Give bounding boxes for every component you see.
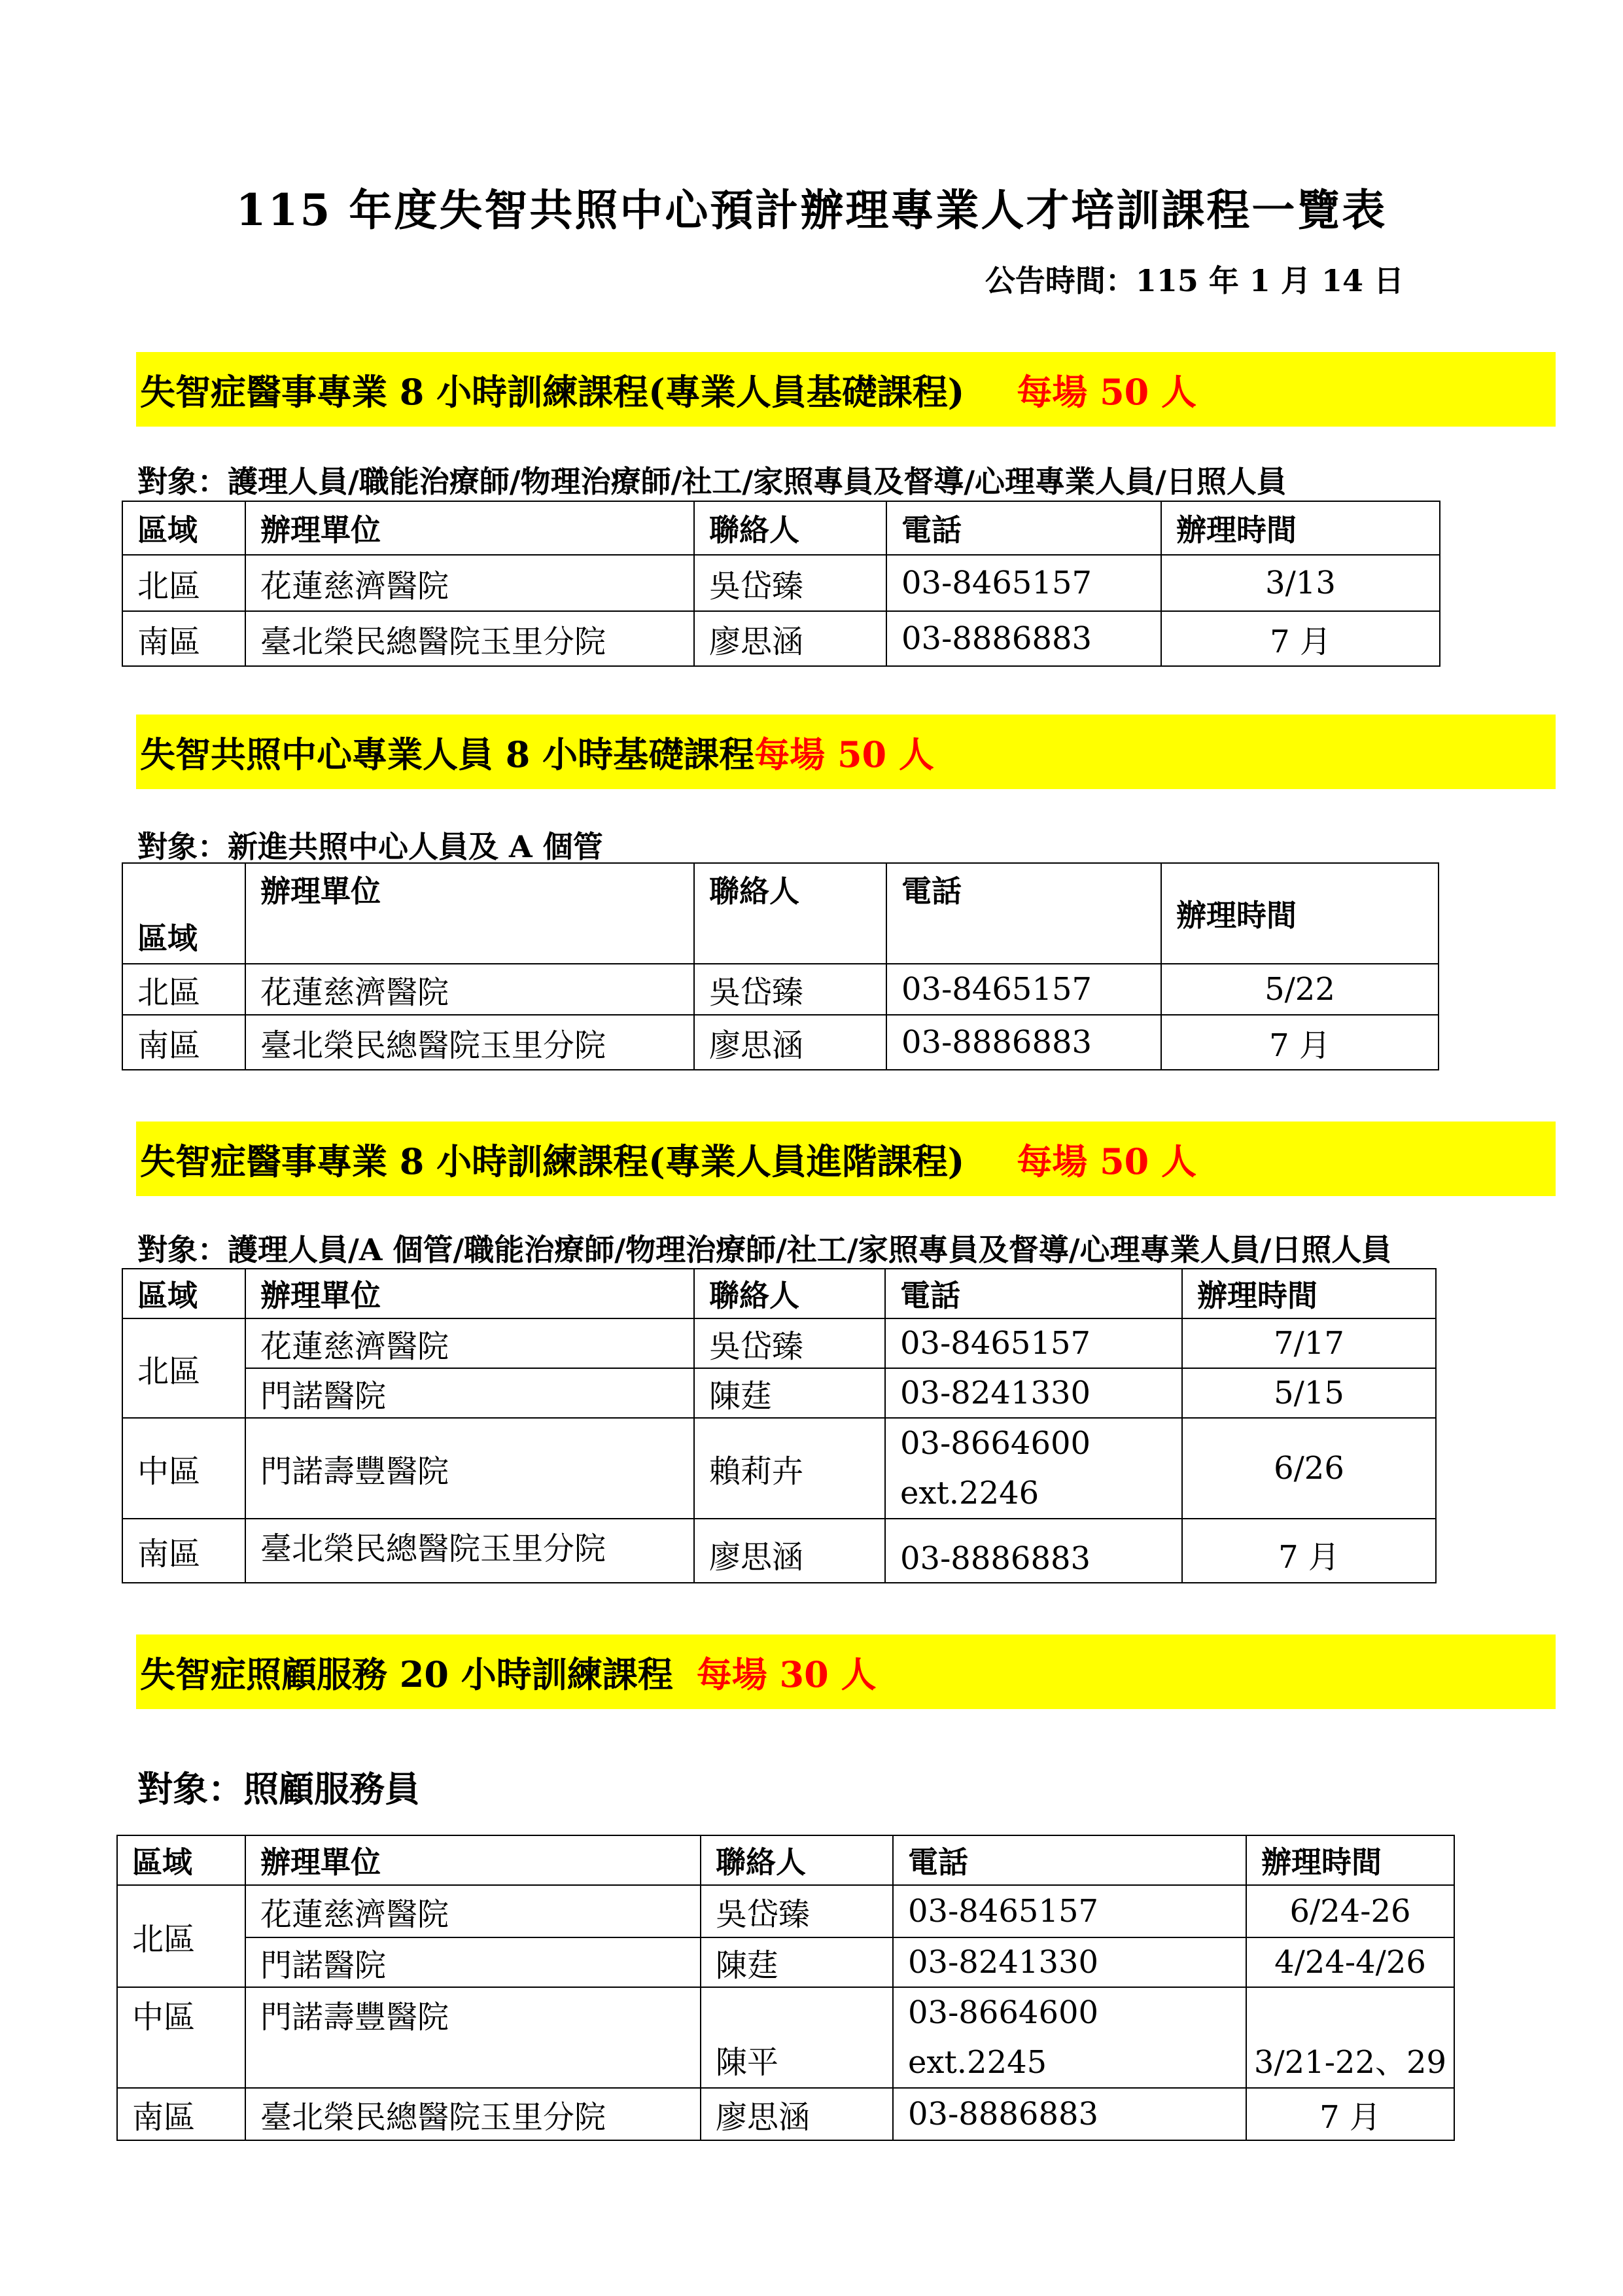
table-row: [122, 1318, 1436, 1368]
section-capacity: 每場 30 人: [696, 1653, 877, 1695]
table-header-row: [122, 1269, 1436, 1318]
header-phone: 電話: [893, 1835, 1246, 1885]
section-3-table: [122, 1268, 1437, 1583]
header-region: 區域: [117, 1835, 245, 1885]
cell-time: 7 月: [1182, 1519, 1436, 1583]
phone-ext: ext.2245: [908, 2044, 1047, 2081]
cell-phone: 03-8241330: [885, 1368, 1182, 1418]
section-capacity: 每場 50 人: [1017, 370, 1197, 413]
cell-region: 南區: [122, 1015, 245, 1070]
header-time: 辦理時間: [1161, 501, 1440, 555]
section-3-banner: [136, 1122, 1556, 1196]
section-4-target: 對象：照顧服務員: [137, 1768, 420, 1810]
section-2-target: 對象：新進共照中心人員及 A 個管: [137, 829, 603, 864]
cell-time: 7 月: [1161, 611, 1440, 666]
table-row: [117, 1885, 1454, 1937]
table-row: [122, 964, 1439, 1015]
cell-time: 6/24-26: [1246, 1885, 1454, 1937]
table-row: [122, 555, 1440, 611]
header-phone: 電話: [886, 863, 1161, 964]
phone-line: 03-8664600: [908, 1994, 1099, 2031]
cell-region: 北區: [122, 555, 245, 611]
cell-region: 南區: [122, 1519, 245, 1583]
phone-ext: ext.2246: [900, 1475, 1039, 1511]
cell-time: 5/22: [1161, 964, 1439, 1015]
cell-contact: 吳岱臻: [701, 1885, 893, 1937]
cell-time: 3/13: [1161, 555, 1440, 611]
cell-unit: 臺北榮民總醫院玉里分院: [245, 2088, 701, 2140]
cell-phone: 03-8886883: [886, 1015, 1161, 1070]
header-region: 區域: [122, 1269, 245, 1318]
announcement-date: 公告時間：115 年 1 月 14 日: [985, 263, 1404, 298]
cell-phone: 03-8241330: [893, 1937, 1246, 1987]
header-time: 辦理時間: [1182, 1269, 1436, 1318]
cell-unit: 臺北榮民總醫院玉里分院: [245, 1015, 694, 1070]
page-title: 115 年度失智共照中心預計辦理專業人才培訓課程一覽表: [236, 185, 1387, 236]
table-row: [117, 1987, 1454, 2088]
header-contact: 聯絡人: [701, 1835, 893, 1885]
cell-unit: 花蓮慈濟醫院: [245, 555, 694, 611]
header-contact: 聯絡人: [694, 501, 886, 555]
cell-phone: [893, 1987, 1246, 2088]
cell-unit: 花蓮慈濟醫院: [245, 964, 694, 1015]
header-phone: 電話: [885, 1269, 1182, 1318]
cell-contact: 吳岱臻: [694, 555, 886, 611]
cell-contact: 吳岱臻: [694, 964, 886, 1015]
cell-region: 北區: [117, 1885, 245, 1987]
cell-unit: 花蓮慈濟醫院: [245, 1885, 701, 1937]
cell-phone: [885, 1418, 1182, 1519]
cell-contact: 廖思涵: [694, 1015, 886, 1070]
cell-contact: 陳莛: [694, 1368, 885, 1418]
table-header-row: [122, 863, 1439, 964]
header-unit: 辦理單位: [245, 863, 694, 964]
cell-unit: 門諾壽豐醫院: [245, 1418, 694, 1519]
section-4-table: [116, 1835, 1455, 2141]
table-row: [117, 2088, 1454, 2140]
cell-contact: 吳岱臻: [694, 1318, 885, 1368]
section-capacity: 每場 50 人: [1017, 1140, 1197, 1182]
section-2-banner: [136, 715, 1556, 789]
header-contact: 聯絡人: [694, 1269, 885, 1318]
header-unit: 辦理單位: [245, 501, 694, 555]
cell-time: 3/21-22、29: [1246, 1987, 1454, 2088]
section-2-table: [122, 862, 1439, 1070]
cell-unit: 花蓮慈濟醫院: [245, 1318, 694, 1368]
section-1-banner: [136, 352, 1556, 427]
cell-region: 中區: [117, 1987, 245, 2088]
cell-contact: 廖思涵: [701, 2088, 893, 2140]
header-region: 區域: [122, 863, 245, 964]
cell-time: 7/17: [1182, 1318, 1436, 1368]
header-phone: 電話: [886, 501, 1161, 555]
cell-time: 7 月: [1161, 1015, 1439, 1070]
section-title: 失智症醫事專業 8 小時訓練課程(專業人員進階課程): [140, 1140, 965, 1182]
table-row: [122, 1519, 1436, 1583]
table-header-row: [122, 501, 1440, 555]
cell-region: 北區: [122, 964, 245, 1015]
cell-phone: 03-8465157: [893, 1885, 1246, 1937]
cell-region: 南區: [122, 611, 245, 666]
table-row: [122, 1368, 1436, 1418]
section-1-target: 對象：護理人員/職能治療師/物理治療師/社工/家照專員及督導/心理專業人員/日照人員: [137, 464, 1287, 499]
cell-phone: 03-8465157: [885, 1318, 1182, 1368]
header-unit: 辦理單位: [245, 1269, 694, 1318]
cell-contact: 陳平: [701, 1987, 893, 2088]
phone-line: 03-8664600: [900, 1425, 1091, 1462]
cell-contact: 陳莛: [701, 1937, 893, 1987]
cell-time: 7 月: [1246, 2088, 1454, 2140]
cell-time: 6/26: [1182, 1418, 1436, 1519]
table-header-row: [117, 1835, 1454, 1885]
cell-unit: 門諾壽豐醫院: [245, 1987, 701, 2088]
cell-region: 中區: [122, 1418, 245, 1519]
section-capacity: 每場 50 人: [754, 733, 934, 775]
cell-unit: 臺北榮民總醫院玉里分院: [245, 1519, 694, 1583]
cell-phone: 03-8886883: [886, 611, 1161, 666]
section-title: 失智症醫事專業 8 小時訓練課程(專業人員基礎課程): [140, 370, 965, 413]
header-unit: 辦理單位: [245, 1835, 701, 1885]
header-time: 辦理時間: [1246, 1835, 1454, 1885]
section-1-table: [122, 501, 1440, 667]
cell-phone: 03-8886883: [885, 1519, 1182, 1583]
section-title: 失智症照顧服務 20 小時訓練課程: [140, 1653, 673, 1695]
cell-time: 5/15: [1182, 1368, 1436, 1418]
cell-phone: 03-8465157: [886, 555, 1161, 611]
section-title: 失智共照中心專業人員 8 小時基礎課程: [140, 733, 755, 775]
cell-contact: 賴莉卉: [694, 1418, 885, 1519]
cell-unit: 門諾醫院: [245, 1937, 701, 1987]
cell-phone: 03-8886883: [893, 2088, 1246, 2140]
cell-unit: 臺北榮民總醫院玉里分院: [245, 611, 694, 666]
cell-unit: 門諾醫院: [245, 1368, 694, 1418]
cell-region: 南區: [117, 2088, 245, 2140]
cell-phone: 03-8465157: [886, 964, 1161, 1015]
table-row: [122, 611, 1440, 666]
table-row: [122, 1015, 1439, 1070]
section-4-banner: [136, 1634, 1556, 1709]
cell-contact: 廖思涵: [694, 1519, 885, 1583]
section-3-target: 對象：護理人員/A 個管/職能治療師/物理治療師/社工/家照專員及督導/心理專業人員/日照人員: [137, 1232, 1392, 1267]
cell-region: 北區: [122, 1318, 245, 1418]
cell-contact: 廖思涵: [694, 611, 886, 666]
cell-time: 4/24-4/26: [1246, 1937, 1454, 1987]
table-row: [117, 1937, 1454, 1987]
header-time: 辦理時間: [1161, 863, 1439, 964]
header-contact: 聯絡人: [694, 863, 886, 964]
table-row: [122, 1418, 1436, 1519]
header-region: 區域: [122, 501, 245, 555]
